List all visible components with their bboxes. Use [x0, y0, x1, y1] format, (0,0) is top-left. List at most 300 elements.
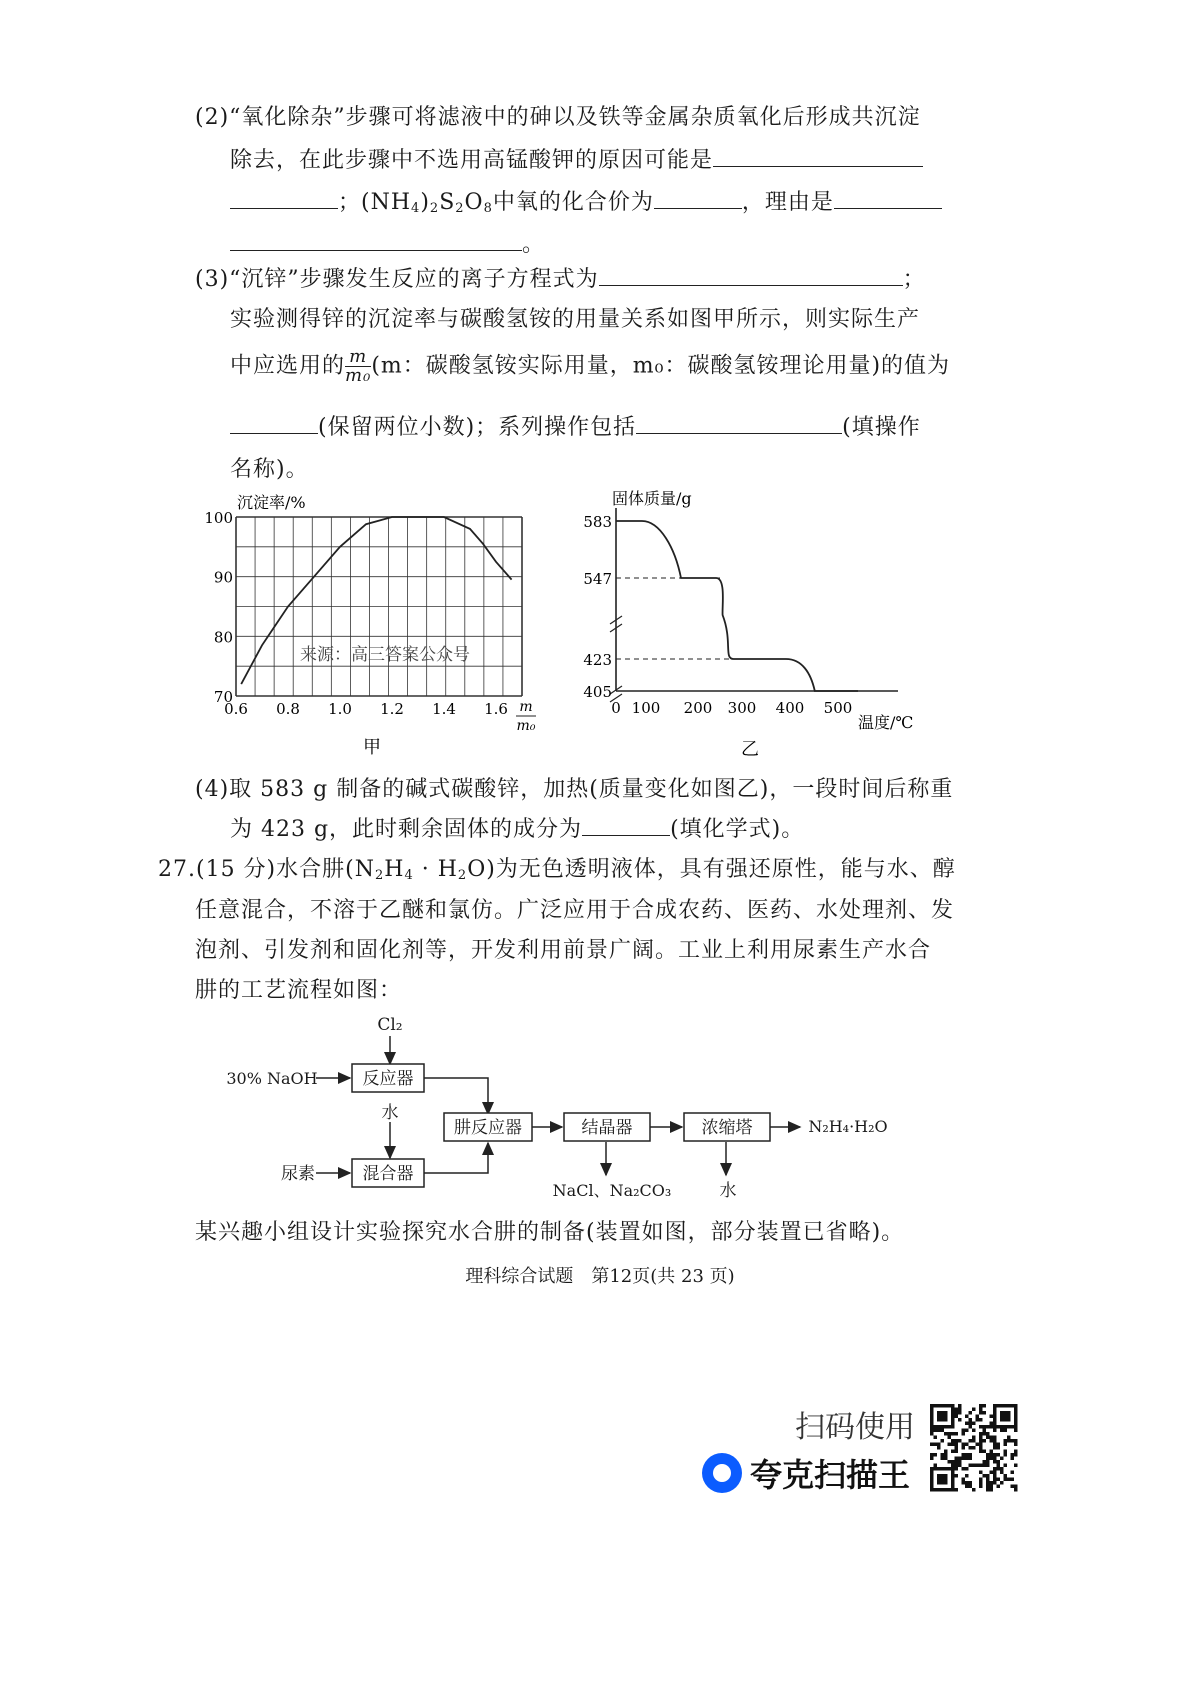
qr-module — [979, 1418, 983, 1422]
subscript: 8 — [483, 201, 493, 216]
qr-module — [979, 1485, 983, 1489]
answer-blank — [230, 413, 318, 434]
qr-module — [993, 1446, 997, 1450]
qr-module — [965, 1467, 969, 1471]
qr-module — [986, 1425, 990, 1429]
qr-module — [937, 1429, 941, 1433]
qr-module — [976, 1418, 980, 1422]
qr-module — [1000, 1457, 1004, 1461]
qr-module — [965, 1429, 969, 1433]
q27-line-4: 肼的工艺流程如图： — [195, 978, 403, 1003]
qr-module — [948, 1432, 952, 1436]
qr-module — [955, 1446, 959, 1450]
q3-line-5: 名称)。 — [230, 457, 309, 482]
fraction-denominator: m₀ — [345, 365, 372, 386]
q2-text: ；(NH — [338, 190, 412, 215]
q27-text: H — [384, 857, 405, 882]
qr-module — [969, 1485, 973, 1489]
qr-module — [983, 1404, 987, 1408]
qr-module — [965, 1443, 969, 1447]
qr-module — [986, 1478, 990, 1482]
chart-jia-caption: 甲 — [363, 737, 381, 758]
qr-module — [990, 1471, 994, 1475]
qr-module — [990, 1439, 994, 1443]
chart-jia-xtick-label: 0.6 — [224, 700, 248, 718]
qr-module — [930, 1432, 934, 1436]
qr-module — [972, 1422, 976, 1426]
qr-module — [1004, 1429, 1008, 1433]
qr-module — [955, 1432, 959, 1436]
qr-module — [990, 1415, 994, 1419]
qr-module — [993, 1453, 997, 1457]
qr-module — [1004, 1478, 1008, 1482]
qr-module — [993, 1429, 997, 1433]
chart-yi-xtick-label: 400 — [775, 699, 805, 717]
qr-module — [1014, 1485, 1018, 1489]
qr-module — [962, 1478, 966, 1482]
ratio-fraction — [345, 348, 371, 385]
qr-module — [993, 1467, 997, 1471]
qr-module — [948, 1443, 952, 1447]
qr-module — [997, 1460, 1001, 1464]
q27-line-2: 任意混合，不溶于乙醚和氯仿。广泛应用于合成农药、医药、水处理剂、发 — [195, 898, 955, 923]
qr-module — [944, 1457, 948, 1461]
chart-jia-xtick-label: 1.6 — [484, 700, 508, 718]
qr-module — [990, 1488, 994, 1492]
qr-module — [958, 1408, 962, 1412]
qr-module — [972, 1408, 976, 1412]
qr-module — [948, 1460, 952, 1464]
qr-module — [941, 1439, 945, 1443]
qr-module — [951, 1450, 955, 1454]
concentrator-label: 浓缩塔 — [701, 1118, 753, 1138]
qr-module — [955, 1488, 959, 1492]
qr-module — [955, 1467, 959, 1471]
q27-line-3: 泡剂、引发剂和固化剂等，开发利用前景广阔。工业上利用尿素生产水合 — [195, 938, 932, 963]
qr-module — [990, 1422, 994, 1426]
q3-line-1 — [195, 262, 926, 293]
qr-module — [1000, 1471, 1004, 1475]
qr-module — [990, 1485, 994, 1489]
qr-module — [969, 1481, 973, 1485]
chart-jia-ticks — [204, 509, 508, 718]
qr-module — [1014, 1439, 1018, 1443]
qr-module — [958, 1460, 962, 1464]
qr-module — [951, 1443, 955, 1447]
subscript: 4 — [411, 201, 421, 216]
qr-module — [972, 1488, 976, 1492]
qr-module — [955, 1439, 959, 1443]
qr-module — [962, 1432, 966, 1436]
qr-module — [997, 1453, 1001, 1457]
chart-jia-xtick-label: 1.4 — [432, 700, 456, 718]
qr-module — [1000, 1481, 1004, 1485]
qr-module — [969, 1422, 973, 1426]
qr-module — [993, 1443, 997, 1447]
brand-name: 夸克扫描王 — [750, 1456, 911, 1494]
qr-module — [930, 1457, 934, 1461]
qr-finder — [1000, 1411, 1011, 1422]
qr-module — [937, 1446, 941, 1450]
qr-module — [962, 1443, 966, 1447]
q2-text: O — [464, 190, 484, 215]
qr-module — [965, 1474, 969, 1478]
qr-module — [986, 1432, 990, 1436]
qr-module — [986, 1453, 990, 1457]
qr-module — [962, 1457, 966, 1461]
chart-jia-xtick-label: 0.8 — [276, 700, 300, 718]
qr-module — [969, 1425, 973, 1429]
qr-module — [962, 1467, 966, 1471]
answer-blank — [834, 188, 942, 209]
qr-module — [993, 1471, 997, 1475]
qr-module — [1014, 1443, 1018, 1447]
qr-module — [979, 1481, 983, 1485]
qr-module — [986, 1485, 990, 1489]
qr-module — [955, 1443, 959, 1447]
brand-logo-icon — [702, 1453, 742, 1493]
qr-module — [941, 1429, 945, 1433]
qr-module — [1014, 1453, 1018, 1457]
chart-yi-ytick-label: 423 — [583, 651, 612, 669]
qr-module — [934, 1436, 938, 1440]
chart-jia — [200, 488, 560, 763]
qr-module — [979, 1432, 983, 1436]
q2-text: ) — [420, 190, 430, 215]
chart-jia-xtick-label: 1.0 — [328, 700, 352, 718]
answer-blank — [582, 815, 670, 836]
scanner-slogan: 扫码使用 — [795, 1410, 915, 1445]
qr-module — [986, 1474, 990, 1478]
qr-module — [979, 1425, 983, 1429]
qr-module — [1007, 1436, 1011, 1440]
q3-text: (m：碳酸氢铵实际用量，m₀：碳酸氢铵理论用量)的值为 — [371, 353, 951, 379]
qr-module — [944, 1450, 948, 1454]
q3-text: 中应选用的 — [230, 353, 346, 379]
qr-module — [962, 1453, 966, 1457]
qr-module — [951, 1439, 955, 1443]
qr-module — [1000, 1429, 1004, 1433]
fraction-numerator: m — [345, 348, 371, 367]
qr-module — [965, 1415, 969, 1419]
qr-module — [969, 1464, 973, 1468]
qr-module — [986, 1481, 990, 1485]
q2-line-4 — [230, 227, 545, 258]
chart-yi-dashed-guides — [616, 521, 815, 691]
q3-line-4 — [230, 410, 921, 441]
qr-module — [951, 1464, 955, 1468]
qr-module — [1014, 1429, 1018, 1433]
flow-arrow — [424, 1143, 488, 1173]
qr-module — [969, 1457, 973, 1461]
subscript: 4 — [404, 868, 414, 883]
qr-module — [986, 1460, 990, 1464]
chart-jia-xlabel-numerator: m — [519, 699, 533, 715]
qr-finder — [937, 1474, 948, 1485]
qr-module — [990, 1450, 994, 1454]
q2-line-2-text: 除去，在此步骤中不选用高锰酸钾的原因可能是 — [230, 148, 714, 173]
qr-module — [979, 1446, 983, 1450]
page-footer: 理科综合试题 第12页(共 23 页) — [465, 1266, 735, 1287]
chart-yi-xtick-label: 100 — [631, 699, 661, 717]
q3-line-3 — [230, 348, 950, 385]
qr-module — [951, 1432, 955, 1436]
qr-module — [979, 1411, 983, 1415]
subscript: 2 — [374, 868, 385, 883]
qr-module — [1014, 1464, 1018, 1468]
qr-module — [972, 1429, 976, 1433]
qr-module — [983, 1464, 987, 1468]
qr-module — [937, 1443, 941, 1447]
byproduct-label: NaCl、Na₂CO₃ — [552, 1181, 672, 1200]
q3-text: (填操作 — [842, 415, 921, 440]
qr-module — [990, 1425, 994, 1429]
qr-module — [993, 1478, 997, 1482]
qr-module — [983, 1425, 987, 1429]
chart-yi-ticks — [583, 513, 852, 717]
answer-blank — [230, 230, 522, 251]
qr-module — [934, 1443, 938, 1447]
q2-line-1: (2)“氧化除杂”步骤可将滤液中的砷以及铁等金属杂质氧化后形成共沉淀 — [195, 105, 921, 130]
qr-module — [930, 1453, 934, 1457]
qr-module — [993, 1474, 997, 1478]
chart-yi-ytick-label: 547 — [583, 570, 612, 588]
qr-module — [990, 1481, 994, 1485]
qr-module — [955, 1460, 959, 1464]
qr-module — [976, 1464, 980, 1468]
qr-module — [969, 1439, 973, 1443]
naoh-label: 30% NaOH — [226, 1069, 318, 1088]
chart-yi-xtick-label: 0 — [611, 699, 621, 717]
qr-module — [1004, 1464, 1008, 1468]
answer-blank — [654, 188, 742, 209]
qr-module — [969, 1446, 973, 1450]
qr-module — [976, 1443, 980, 1447]
qr-module — [979, 1408, 983, 1412]
chart-yi-xtick-label: 200 — [683, 699, 713, 717]
process-flow-diagram — [220, 1010, 920, 1205]
q3-text: (3)“沉锌”步骤发生反应的离子方程式为 — [195, 267, 599, 292]
q3-text: ； — [902, 267, 926, 292]
qr-module — [1011, 1439, 1015, 1443]
qr-module — [934, 1464, 938, 1468]
q27-text: O)为无色透明液体，具有强还原性，能与水、醇 — [467, 857, 956, 882]
watermark-text: 来源：高三答案公众号 — [300, 645, 470, 665]
chart-yi-xtick-label: 300 — [727, 699, 757, 717]
qr-module — [990, 1457, 994, 1461]
crystallizer-label: 结晶器 — [581, 1118, 633, 1138]
chart-jia-xlabel-denominator: m₀ — [516, 718, 536, 734]
qr-module — [979, 1443, 983, 1447]
qr-module — [965, 1453, 969, 1457]
subscript: 2 — [457, 868, 468, 883]
chart-jia-grid — [236, 517, 522, 696]
answer-blank — [636, 413, 842, 434]
subscript: 2 — [455, 201, 465, 216]
reactor-label: 反应器 — [362, 1069, 414, 1089]
qr-module — [955, 1450, 959, 1454]
qr-module — [955, 1415, 959, 1419]
qr-module — [1004, 1453, 1008, 1457]
qr-module — [948, 1436, 952, 1440]
chart-yi-xtick-label: 500 — [823, 699, 853, 717]
qr-module — [997, 1443, 1001, 1447]
qr-module — [990, 1453, 994, 1457]
qr-module — [958, 1457, 962, 1461]
qr-module — [934, 1429, 938, 1433]
qr-module — [1004, 1474, 1008, 1478]
qr-module — [962, 1446, 966, 1450]
qr-module — [955, 1464, 959, 1468]
qr-module — [969, 1418, 973, 1422]
qr-module — [958, 1411, 962, 1415]
q27-text: · H — [413, 857, 458, 882]
chart-yi-axes — [610, 508, 898, 702]
qr-module — [986, 1436, 990, 1440]
qr-module — [997, 1485, 1001, 1489]
chart-jia-ytick-label: 70 — [213, 688, 233, 706]
chart-jia-xtick-label: 1.2 — [380, 700, 404, 718]
q27-after-text: 某兴趣小组设计实验探究水合肼的制备(装置如图，部分装置已省略)。 — [195, 1220, 905, 1245]
qr-module — [1004, 1443, 1008, 1447]
subscript: 2 — [429, 201, 440, 216]
qr-module — [955, 1474, 959, 1478]
qr-module — [983, 1439, 987, 1443]
qr-module — [958, 1464, 962, 1468]
qr-module — [1011, 1485, 1015, 1489]
qr-module — [979, 1478, 983, 1482]
qr-module — [955, 1408, 959, 1412]
product-label: N₂H₄·H₂O — [808, 1117, 888, 1136]
qr-module — [986, 1457, 990, 1461]
qr-module — [958, 1404, 962, 1408]
qr-module — [986, 1464, 990, 1468]
qr-module — [983, 1460, 987, 1464]
qr-module — [958, 1439, 962, 1443]
q3-text: (保留两位小数)；系列操作包括 — [318, 415, 637, 440]
qr-module — [1004, 1450, 1008, 1454]
qr-module — [983, 1429, 987, 1433]
qr-module — [955, 1411, 959, 1415]
qr-module — [972, 1446, 976, 1450]
qr-module — [986, 1488, 990, 1492]
qr-module — [1011, 1478, 1015, 1482]
qr-module — [965, 1422, 969, 1426]
qr-module — [990, 1436, 994, 1440]
qr-module — [1011, 1471, 1015, 1475]
qr-module — [944, 1453, 948, 1457]
qr-module — [930, 1443, 934, 1447]
qr-module — [983, 1474, 987, 1478]
chart-jia-ytick-label: 80 — [213, 628, 233, 647]
qr-module — [1007, 1478, 1011, 1482]
qr-module — [1011, 1453, 1015, 1457]
q27-line-1 — [158, 852, 956, 883]
answer-blank — [713, 146, 923, 167]
qr-module — [934, 1453, 938, 1457]
q3-line-2: 实验测得锌的沉淀率与碳酸氢铵的用量关系如图甲所示，则实际生产 — [230, 307, 921, 332]
q4-line-2 — [230, 812, 804, 843]
qr-module — [941, 1453, 945, 1457]
qr-module — [993, 1460, 997, 1464]
water-out-label: 水 — [719, 1181, 737, 1201]
qr-module — [979, 1450, 983, 1454]
qr-module — [983, 1411, 987, 1415]
chart-jia-ytick-label: 90 — [213, 568, 233, 587]
qr-module — [979, 1404, 983, 1408]
q4-text: (填化学式)。 — [670, 817, 805, 842]
qr-module — [1011, 1457, 1015, 1461]
qr-module — [979, 1439, 983, 1443]
qr-code-icon[interactable] — [928, 1402, 1020, 1492]
qr-module — [979, 1436, 983, 1440]
chart-jia-ylabel: 沉淀率/% — [237, 493, 306, 512]
qr-module — [941, 1457, 945, 1461]
q4-line-1: (4)取 583 g 制备的碱式碳酸锌，加热(质量变化如图乙)，一段时间后称重 — [195, 777, 954, 802]
chart-yi-xlabel: 温度/℃ — [858, 713, 914, 732]
qr-module — [993, 1457, 997, 1461]
qr-module — [993, 1436, 997, 1440]
chart-yi-ytick-label: 583 — [583, 513, 612, 531]
chart-jia-ytick-label: 100 — [204, 509, 233, 527]
hydrazine-reactor-label: 肼反应器 — [454, 1118, 522, 1138]
qr-module — [972, 1464, 976, 1468]
qr-module — [976, 1415, 980, 1419]
qr-module — [930, 1429, 934, 1433]
q4-text: 为 423 g，此时剩余固体的成分为 — [230, 817, 583, 842]
chart-yi-caption: 乙 — [741, 739, 759, 760]
qr-module — [997, 1478, 1001, 1482]
q2-text: S — [439, 190, 456, 215]
qr-module — [944, 1432, 948, 1436]
chart-yi-ylabel: 固体质量/g — [612, 489, 692, 508]
qr-module — [979, 1464, 983, 1468]
qr-module — [965, 1485, 969, 1489]
flow-arrow — [424, 1078, 488, 1114]
qr-module — [1000, 1467, 1004, 1471]
qr-module — [1014, 1488, 1018, 1492]
answer-blank — [230, 188, 338, 209]
qr-module — [969, 1411, 973, 1415]
qr-module — [965, 1481, 969, 1485]
urea-label: 尿素 — [281, 1164, 315, 1184]
qr-module — [1007, 1439, 1011, 1443]
qr-module — [993, 1481, 997, 1485]
qr-module — [979, 1471, 983, 1475]
qr-module — [993, 1439, 997, 1443]
chart-yi-series-line — [616, 521, 858, 691]
answer-blank — [599, 265, 903, 286]
qr-module — [983, 1450, 987, 1454]
qr-finder — [937, 1411, 948, 1422]
q2-line-2 — [230, 143, 923, 174]
qr-module — [997, 1464, 1001, 1468]
qr-module — [972, 1436, 976, 1440]
cl2-label: Cl₂ — [377, 1015, 403, 1035]
q2-line-3 — [230, 185, 942, 216]
qr-module — [951, 1460, 955, 1464]
chart-yi — [580, 480, 920, 765]
scanner-brand — [702, 1450, 910, 1496]
qr-module — [997, 1446, 1001, 1450]
qr-module — [955, 1457, 959, 1461]
qr-module — [972, 1439, 976, 1443]
q27-text: 27.(15 分)水合肼(N — [158, 857, 375, 882]
qr-module — [997, 1467, 1001, 1471]
q2-text: ，理由是 — [741, 190, 834, 215]
qr-module — [962, 1481, 966, 1485]
qr-module — [969, 1453, 973, 1457]
